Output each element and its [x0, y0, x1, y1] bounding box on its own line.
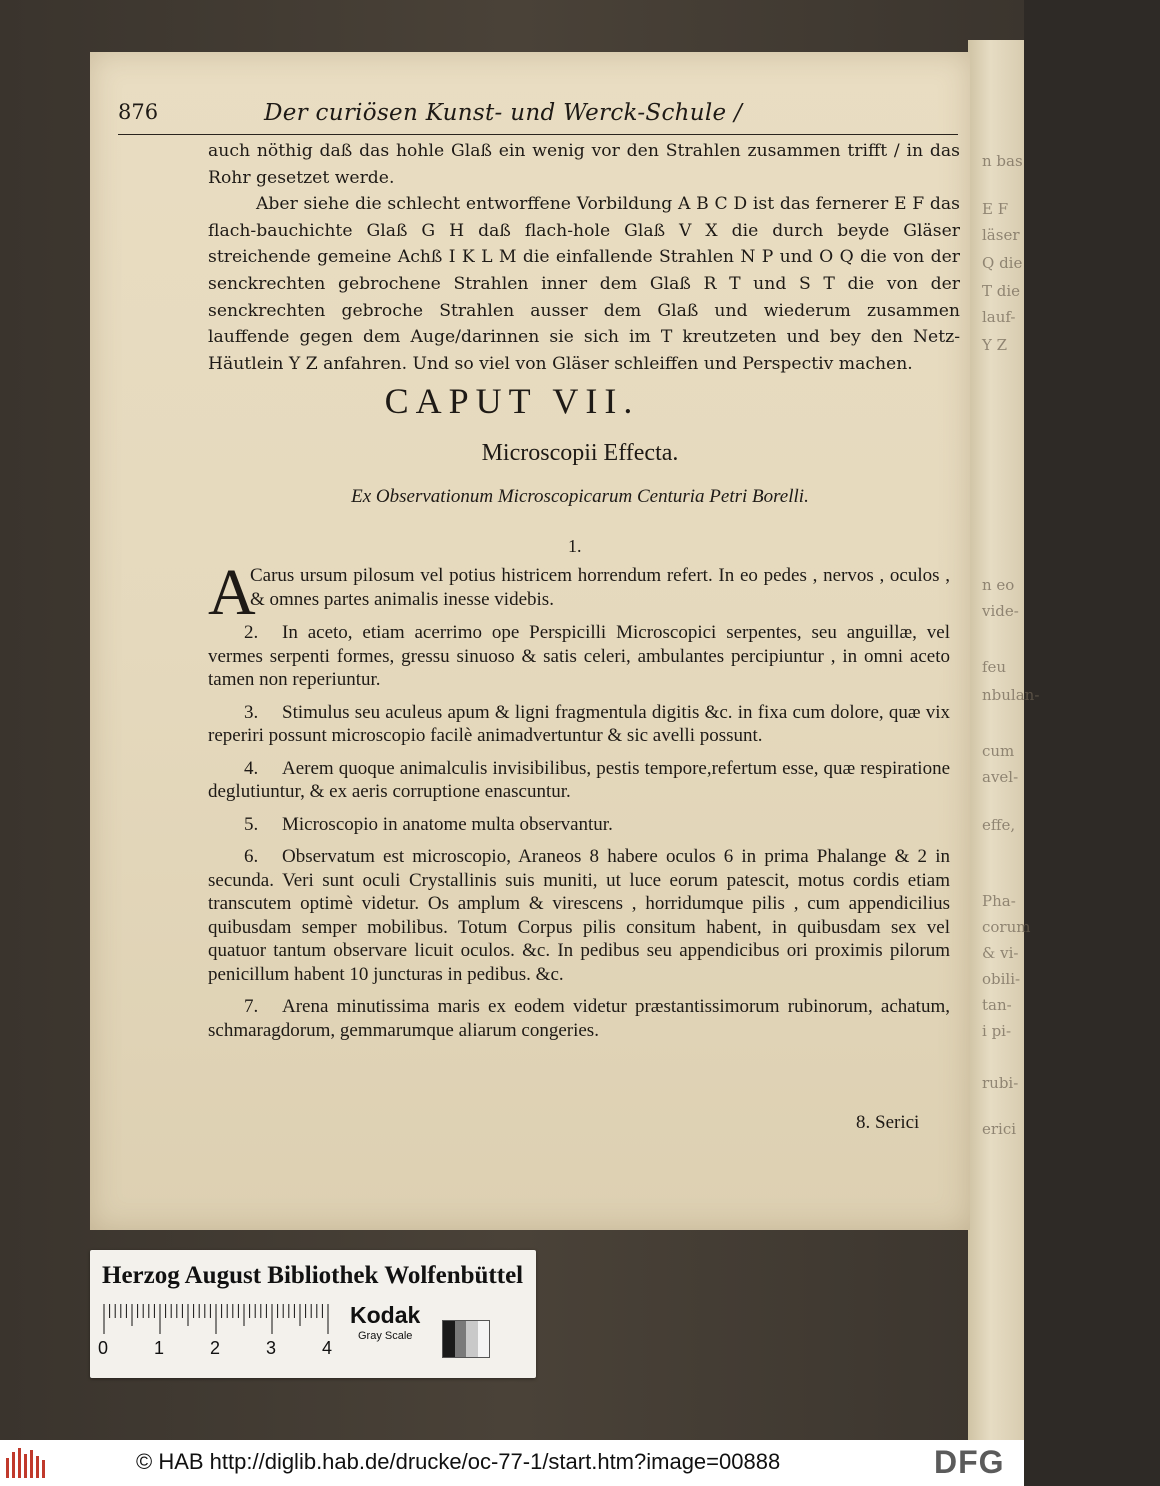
german-paragraph-2: Aber siehe die schlecht entworffene Vorbildung A B C D ist das fernerer E F das flach-bauchichte Glaß G H daß flach-hole Glaß V X die durch beyde Gläser streichende gemeine Achß I K L M die einfallende Strahlen N P und O Q die von der senckrechten gebrochene Strahlen inner dem Glaß R T und S T die von der senckrechten gebroche Strahlen ausser dem Glaß und wiederum zusammen lauffende gegen dem Auge/darinnen sie sich im T kreutzeten und bey den Netz-Häutlein Y Z anfahren. Und so viel von Gläser schleiffen und Perspectiv machen.	[208, 194, 960, 374]
paragraph-text: Stimulus seu aculeus apum & ligni fragmentula digitis &c. in fixa cum dolore, quæ vix reperiri possunt microscopio facilè animadvertuntur & sic avelli possunt.	[208, 701, 950, 746]
adjacent-page-fragment: E F	[982, 200, 1009, 218]
adjacent-page-fragment: nbulan-	[982, 686, 1040, 704]
adjacent-page-fragment: T die	[982, 282, 1021, 300]
adjacent-page-fragment: läser	[982, 226, 1020, 244]
latin-paragraph	[208, 701, 950, 748]
chapter-source: Ex Observationum Microscopicarum Centuria Petri Borelli.	[351, 486, 809, 507]
adjacent-page-fragment: Y Z	[982, 336, 1008, 354]
latin-paragraph	[208, 995, 950, 1042]
adjacent-page-fragment: feu	[982, 658, 1007, 676]
ruler-label: 3	[266, 1338, 277, 1358]
hab-logo-icon	[6, 1448, 48, 1478]
paragraph-number: 6.	[244, 846, 259, 867]
ruler-label: 2	[210, 1338, 221, 1358]
latin-paragraph	[208, 845, 950, 986]
kodak-logo: Kodak	[350, 1302, 421, 1328]
gray-scale-label: Gray Scale	[358, 1330, 413, 1342]
adjacent-page-fragment: lauf-	[982, 308, 1016, 326]
latin-paragraph	[208, 813, 950, 837]
gray-swatch	[455, 1321, 467, 1357]
ruler-label: 4	[322, 1338, 333, 1358]
paragraph-number: 7.	[244, 996, 259, 1017]
section-number-1: 1.	[568, 536, 582, 556]
gray-swatches	[442, 1320, 490, 1358]
adjacent-page-fragment: & vi-	[982, 944, 1019, 962]
library-name: Herzog August Bibliothek Wolfenbüttel	[102, 1262, 524, 1289]
latin-paragraph	[208, 621, 950, 692]
catchword: 8. Serici	[856, 1112, 920, 1133]
ruler-label: 1	[154, 1338, 165, 1358]
paragraph-text: In aceto, etiam acerrimo ope Perspicilli Microscopici serpentes, seu anguillæ, vel vermes serpenti formes, gressu sinuoso & satis celeri, ambulantes percipiuntur , in omni aceto tamen non reperiuntur.	[208, 622, 950, 690]
color-reference-card	[90, 1250, 536, 1378]
paragraph-text: Observatum est microscopio, Araneos 8 habere oculos 6 in prima Phalange & 2 in secunda. Veri sunt oculi Crystallinis suis muniti, ut luce eorum patescit, motus cordis etiam transcutem optimè videtur. Os amplum & virescens , horridumque pilis , cum appendicilius quibusdam semper mobilibus. Totum Corpus pilis consitum habent, in quibusdam sex vel quatuor tantum observare licuit oculos. &c. In pedibus seu appendicibus ori proximis pilorum penicillum habent 10 juncturas in pedibus. &c.	[208, 846, 950, 985]
latin-numbered-paragraphs	[208, 621, 950, 1042]
adjacent-page-fragment: obili-	[982, 970, 1021, 988]
footer-credit: © HAB http://diglib.hab.de/drucke/oc-77-1/start.htm?image=00888	[136, 1449, 781, 1474]
chapter-subtitle: Microscopii Effecta.	[481, 440, 679, 466]
paragraph-number: 3.	[244, 701, 259, 723]
adjacent-page-fragment: erici	[982, 1120, 1017, 1138]
latin-paragraph-1-text: Carus ursum pilosum vel potius histricem horrendum refert. In eo pedes , nervos , oculos , & omnes partes animalis inesse videbis.	[250, 565, 950, 610]
adjacent-page-fragment: Q die	[982, 254, 1023, 272]
adjacent-page-fragment: Pha-	[982, 892, 1016, 910]
gray-swatch	[466, 1321, 478, 1357]
dfg-logo: DFG	[934, 1444, 1005, 1480]
gray-swatch	[443, 1321, 455, 1357]
adjacent-page-fragment: avel-	[982, 768, 1019, 786]
adjacent-page-fragment: rubi-	[982, 1074, 1019, 1092]
adjacent-page-fragment: n bas	[982, 152, 1023, 170]
ruler-label: 0	[98, 1338, 109, 1358]
latin-paragraph-1	[208, 556, 950, 629]
adjacent-page-fragment: corum	[982, 918, 1031, 936]
german-line-1: auch nöthig daß das hohle Glaß ein wenig vor den Strahlen zusammen trifft / in das Rohr gesetzet werde.	[208, 141, 960, 188]
paragraph-text: Aerem quoque animalculis invisibilibus, pestis tempore,refertum esse, quæ respiratione deglutiuntur, & ex aeris corruptione enascuntur.	[208, 757, 950, 802]
adjacent-page-fragment: i pi-	[982, 1022, 1012, 1040]
paragraph-number: 2.	[244, 622, 259, 643]
adjacent-page-fragment: tan-	[982, 996, 1012, 1014]
adjacent-page-fragment: vide-	[982, 602, 1019, 620]
latin-text-block	[208, 556, 950, 1051]
chapter-heading: CAPUT VII.	[384, 381, 640, 421]
running-head-title: Der curiösen Kunst- und Werck-Schule /	[264, 100, 743, 126]
adjacent-page-fragment: effe,	[982, 816, 1016, 834]
adjacent-page-edge	[968, 40, 1040, 1440]
ruler-scale	[102, 1302, 342, 1338]
gray-swatch	[478, 1321, 490, 1357]
footer-bar	[0, 1440, 1024, 1486]
paragraph-number: 5.	[244, 813, 259, 835]
german-text-block	[208, 138, 960, 377]
paragraph-number: 4.	[244, 757, 259, 779]
latin-paragraph	[208, 757, 950, 804]
adjacent-page-fragment: cum	[982, 742, 1015, 760]
paragraph-text: Arena minutissima maris ex eodem videtur præstantissimorum rubinorum, achatum, schmaragdorum, gemmarumque aliarum congeries.	[208, 996, 950, 1041]
dropcap: A	[208, 556, 256, 629]
paragraph-text: Microscopio in anatome multa observantur.	[282, 813, 613, 835]
running-head	[118, 94, 958, 135]
page-number: 876	[118, 100, 159, 124]
adjacent-page-fragment: n eo	[982, 576, 1015, 594]
